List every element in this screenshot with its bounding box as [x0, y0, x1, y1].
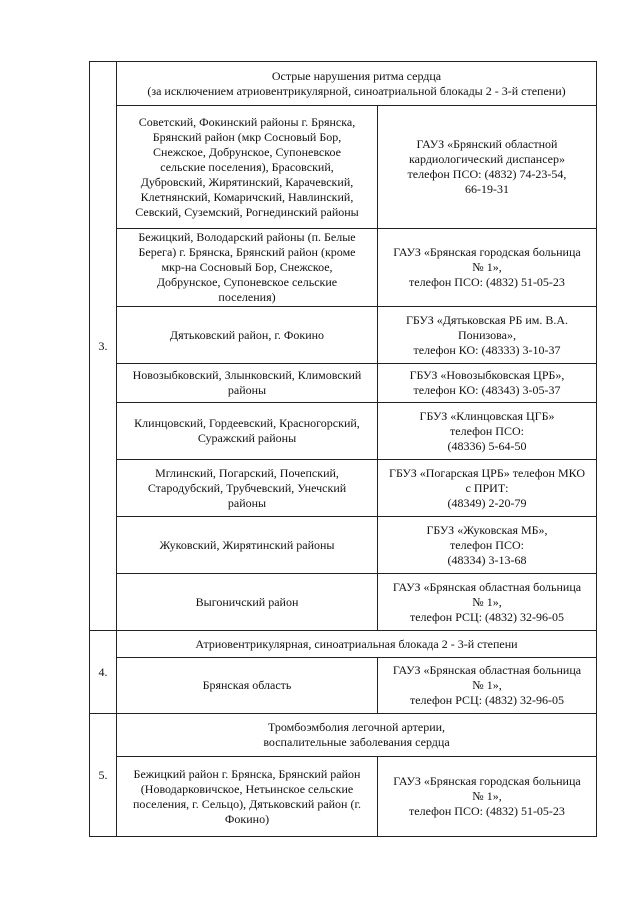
text-line: Фокино) — [224, 811, 270, 826]
text-line: Берега) г. Брянска, Брянский район (кроме — [138, 245, 356, 259]
service-area-cell — [117, 229, 378, 307]
facility-cell — [378, 229, 597, 307]
text-line: Дятьковский район, г. Фокино — [169, 327, 325, 342]
text-line: поселения, г. Сельцо), Дятьковский район (г. — [132, 796, 362, 811]
text-line: Брянский район (мкр Сосновый Бор, — [152, 129, 342, 144]
section-header — [117, 714, 597, 757]
text-line: мкр-на Сосновый Бор, Снежское, — [161, 260, 333, 274]
text-line: Острые нарушения ритма сердца — [271, 68, 442, 83]
text-line: ГАУЗ «Брянская областная больница — [392, 579, 582, 594]
text-line: ГАУЗ «Брянская городская больница — [393, 774, 581, 788]
text-line: телефон КО: (48333) 3-10-37 — [413, 342, 561, 357]
service-area-cell — [117, 403, 378, 460]
text-line: ГАУЗ «Брянская областная больница — [392, 663, 582, 677]
facility-cell — [378, 364, 597, 403]
section-number: 4. — [90, 631, 117, 714]
text-line: ГБУЗ «Новозыбковская ЦРБ», — [409, 368, 565, 382]
table-row — [90, 364, 597, 403]
service-area-cell — [117, 574, 378, 631]
routing-table — [89, 61, 597, 837]
text-line: телефон ПСО: (4832) 74-23-54, — [407, 167, 567, 181]
text-line: ГАУЗ «Брянский областной — [416, 137, 558, 151]
text-line: ГБУЗ «Клинцовская ЦГБ» — [419, 408, 555, 423]
text-line: сельские поселения), Брасовский, — [160, 159, 334, 174]
service-area-cell — [117, 307, 378, 364]
text-line: № 1», — [472, 678, 502, 692]
facility-cell — [378, 403, 597, 460]
section-number: 5. — [90, 714, 117, 837]
text-line: Брянская область — [202, 678, 292, 692]
text-line: (48349) 2-20-79 — [447, 495, 527, 510]
text-line: № 1», — [472, 260, 502, 274]
text-line: ГБУЗ «Погарская ЦРБ» телефон МКО — [389, 465, 585, 480]
text-line: Тромбоэмболия легочной артерии, — [267, 720, 446, 734]
text-line: телефон КО: (48343) 3-05-37 — [413, 383, 561, 397]
text-line: Севский, Суземский, Рогнединский районы — [135, 204, 359, 219]
facility-cell — [378, 460, 597, 517]
text-line: Клинцовский, Гордеевский, Красногорский, — [134, 416, 360, 430]
facility-cell — [378, 106, 597, 229]
text-line: районы — [227, 495, 267, 510]
text-line: поселения) — [218, 290, 276, 304]
facility-cell — [378, 658, 597, 714]
text-line: Атриовентрикулярная, синоатриальная блокада 2 - 3-й степени — [195, 636, 518, 651]
facility-cell — [378, 757, 597, 837]
text-line: (48334) 3-13-68 — [447, 552, 527, 567]
text-line: № 1», — [472, 594, 502, 609]
facility-cell — [378, 517, 597, 574]
text-line: Понизова», — [457, 327, 516, 342]
text-line: ГАУЗ «Брянская городская больница — [393, 245, 581, 259]
section-header-row — [90, 714, 597, 757]
service-area-cell — [117, 517, 378, 574]
facility-cell — [378, 307, 597, 364]
section-header — [117, 631, 597, 658]
text-line: 66-19-31 — [465, 182, 509, 196]
text-line: Выгоничский район — [195, 594, 299, 609]
service-area-cell — [117, 460, 378, 517]
text-line: Новозыбковский, Злынковский, Климовский — [132, 368, 362, 382]
text-line: Суражский районы — [197, 431, 297, 445]
text-line: Бежицкий, Володарский районы (п. Белые — [138, 230, 356, 244]
text-line: Жуковский, Жирятинский районы — [159, 537, 335, 552]
text-line: районы — [227, 383, 267, 397]
text-line: кардиологический диспансер» — [409, 152, 565, 166]
text-line: с ПРИТ: — [465, 480, 509, 495]
text-line: (Новодарковичское, Нетьинское сельские — [140, 781, 354, 796]
text-line: Советский, Фокинский районы г. Брянска, — [138, 114, 356, 129]
service-area-cell — [117, 757, 378, 837]
text-line: телефон ПСО: (4832) 51-05-23 — [409, 275, 565, 289]
text-line: Бежицкий район г. Брянска, Брянский район — [133, 766, 361, 781]
table-row — [90, 658, 597, 714]
table-row — [90, 574, 597, 631]
text-line: Дубровский, Жирятинский, Карачевский, — [140, 174, 354, 189]
routing-table-body — [90, 62, 597, 837]
text-line: телефон РСЦ: (4832) 32-96-05 — [409, 609, 565, 624]
table-row — [90, 460, 597, 517]
facility-cell — [378, 574, 597, 631]
text-line: № 1», — [472, 789, 502, 803]
table-row — [90, 307, 597, 364]
text-line: телефон РСЦ: (4832) 32-96-05 — [409, 693, 565, 707]
text-line: телефон ПСО: (4832) 51-05-23 — [409, 804, 565, 818]
text-line: Клетнянский, Комаричский, Навлинский, — [140, 189, 354, 204]
text-line: Добрунское, Супоневское сельские — [156, 275, 338, 289]
table-row — [90, 757, 597, 837]
section-header-row — [90, 62, 597, 106]
text-line: воспалительные заболевания сердца — [263, 735, 450, 749]
table-row — [90, 229, 597, 307]
text-line: телефон ПСО: — [450, 423, 524, 438]
table-row — [90, 403, 597, 460]
service-area-cell — [117, 364, 378, 403]
text-line: ГБУЗ «Жуковская МБ», — [426, 522, 548, 537]
text-line: (за исключением атриовентрикулярной, синоатриальной блокады 2 - 3-й степени) — [147, 83, 566, 98]
text-line: Снежское, Добрунское, Супоневское — [153, 144, 341, 159]
text-line: телефон ПСО: — [450, 537, 524, 552]
table-row — [90, 106, 597, 229]
table-row — [90, 517, 597, 574]
section-number: 3. — [90, 62, 117, 631]
section-header-row — [90, 631, 597, 658]
section-header — [117, 62, 597, 106]
text-line: Стародубский, Трубчевский, Унечский — [147, 480, 347, 495]
service-area-cell — [117, 106, 378, 229]
text-line: Мглинский, Погарский, Почепский, — [155, 465, 339, 480]
service-area-cell — [117, 658, 378, 714]
text-line: (48336) 5-64-50 — [447, 438, 527, 453]
text-line: ГБУЗ «Дятьковская РБ им. В.А. — [405, 312, 569, 327]
